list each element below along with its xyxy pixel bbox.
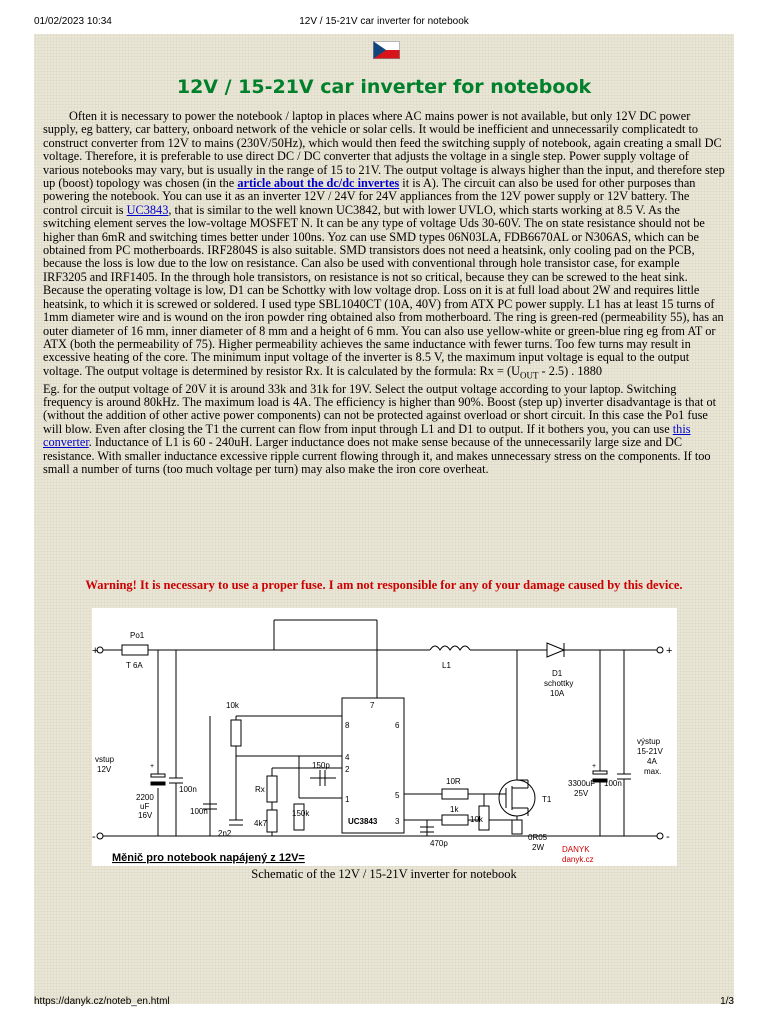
- ic-label: UC3843: [348, 817, 378, 826]
- paragraph-1-text-a: Often it is necessary to power the notebook / laptop in places where AC mains power is not available, but only 12V DC power supply, eg battery, car battery, onboard network of the vehicle or solar cells. It would be inefficient and unnecessarily complicatedt to construct converter from 12V to mains (230V/50Hz), which would then feed the switching supply of notebook, again creating a small DC voltage. Therefore, it is preferable to use direct DC / DC converter that adjusts the voltage in a single step. Power supply voltage of various notebooks may vary, but is usually in the range of 15 to 21V. The output voltage is always higher than the input, and therefore step up (boost) topology was chosen (in the: [43, 109, 725, 191]
- paragraph-2-text-b: . Inductance of L1 is 60 - 240uH. Larger inductance does not make sense because of the unnecessarily large size and DC resistance. With smaller inductance excessive ripple current flowing through it, and makes unnecessary stress on the components. If too small a number of turns (too much voltage per turn) may also make the iron core overheat.: [43, 435, 711, 477]
- timing-resistor-value: 10k: [226, 701, 239, 710]
- ic-pin-8: 8: [345, 721, 350, 730]
- print-page-number: 1/3: [720, 996, 734, 1007]
- inductor-label: L1: [442, 661, 451, 670]
- paragraph-1-text-c: , that is similar to the well known UC3842, but with lower UVLO, which starts working at 8.5 V. As the switching element serves the low-voltage MOSFET N. It can be any type of voltage Uds 30-60V. The on state resistance should not be higher than 6mR and switching times better under 100ns. Yoz can use SMD types 06N03LA, FDB6670AL or N306AS, which can be obtained from PC motherboards. IRF2804S is also suitable. SMD transistors does not need a heatsink, only cooling pad on the PCB, because the loss is low due to the low on resistance. Can also be used with conventional through hole transistor case, for example IRF3205 and IRF1405. In the through hole transistors, on resistance is not so critical, because they can be screwed to the heat sink. Because the operating voltage is low, D1 can be Schottky with low voltage drop. Loss on it is at full load about 2W and requires little heatsink, to which it is screwed or soldered. I used type SBL1040CT (10A, 40V) from ATX PC power supply. L1 has at least 15 turns of 1mm diameter wire and is wound on the iron powder ring obtained also from motherboard. The ring is green-red (permeability 55), has an outer diameter of 16 mm, inner diameter of 8 mm and a height of 6 mm. You can also use yellow-white or green-blue ring eg from AT or ATX (both the permeability of 75). Higher permeability achieves the same inductance with fewer turns. Too few turns may result in excessive heating of the core. The minimum input voltage of the inverter is 8.5 V, the maximum input voltage is equal to the output voltage. The output voltage is determined by resistor Rx. It is calculated by the formula:: [43, 202, 724, 378]
- output-cap-value: 3300uF: [568, 779, 596, 788]
- page-content: [34, 34, 734, 1004]
- ic-pin-7: 7: [370, 701, 375, 710]
- output-cap2-value: 100n: [604, 779, 622, 788]
- formula-part-a: Rx = (U: [479, 363, 520, 378]
- input-cap-polarity: +: [150, 763, 155, 770]
- output-plus-sign: +: [666, 645, 673, 657]
- divider-resistor-value: 4k7: [254, 819, 267, 828]
- output-max: max.: [644, 767, 662, 776]
- sense-filter-resistor-value: 1k: [450, 805, 459, 814]
- schematic-caption: Schematic of the 12V / 15-21V inverter for notebook: [251, 867, 517, 881]
- ic-pin-5: 5: [395, 791, 400, 800]
- paragraph-2-text-a: Eg. for the output voltage of 20V it is around 33k and 31k for 19V. Select the output voltage according to your laptop. Switching frequency is around 80kHz. The maximum load is 4A. The efficiency is higher than 90%. Boost (step up) inverter disadvantage is that ot (without the addition of other active power components) can not be protected against overload or short circuit. In this case the Po1 fuse will blow. Even after closing the T1 the current can flow from input through L1 and D1 to output. If it bothers you, you can use: [43, 381, 717, 436]
- schematic-brand-site: danyk.cz: [562, 855, 594, 864]
- sense-resistor-power: 2W: [532, 843, 544, 852]
- pulldown-resistor-value: 10k: [470, 815, 483, 824]
- input-voltage: 12V: [97, 765, 112, 774]
- output-minus-sign: -: [666, 831, 670, 843]
- ic-bypass-cap-value: 100n: [190, 807, 208, 816]
- paragraph-2: [43, 383, 726, 477]
- print-header: [34, 16, 734, 30]
- ic-pin-6: 6: [395, 721, 400, 730]
- schematic-title: Měnič pro notebook napájený z 12V=: [112, 852, 305, 864]
- input-plus-sign: +: [92, 645, 99, 657]
- czech-flag-icon[interactable]: [373, 41, 400, 59]
- gate-resistor-value: 10R: [446, 777, 461, 786]
- print-url: https://danyk.cz/noteb_en.html: [34, 996, 170, 1007]
- link-uc3843[interactable]: UC3843: [126, 202, 169, 217]
- formula-part-b: - 2.5) . 1880: [538, 363, 602, 378]
- page-title: 12V / 15-21V car inverter for notebook: [176, 76, 592, 98]
- ic-pin-3: 3: [395, 817, 400, 826]
- input-cap-voltage: 16V: [138, 811, 153, 820]
- input-cap2-value: 100n: [179, 785, 197, 794]
- output-cap-voltage: 25V: [574, 789, 589, 798]
- diode-current: 10A: [550, 689, 565, 698]
- sense-resistor-value: 0R05: [528, 833, 548, 842]
- comp-cap-value: 150p: [312, 761, 330, 770]
- schematic-diagram: [92, 608, 677, 866]
- fuse-label: Po1: [130, 631, 145, 640]
- input-cap-value: 2200: [136, 793, 154, 802]
- output-current: 4A: [647, 757, 657, 766]
- output-cap-polarity: +: [592, 763, 597, 770]
- timing-cap-value: 2n2: [218, 829, 232, 838]
- input-minus-sign: -: [92, 831, 96, 843]
- article-body: [43, 110, 726, 476]
- output-voltage: 15-21V: [637, 747, 663, 756]
- ic-pin-1: 1: [345, 795, 350, 804]
- fuse-warning: Warning! It is necessary to use a proper fuse. I am not responsible for any of your damage caused by this device.: [85, 578, 683, 592]
- diode-type: schottky: [544, 679, 574, 688]
- link-dcdc-article[interactable]: article about the dc/dc invertes: [237, 176, 400, 191]
- diode-label: D1: [552, 669, 563, 678]
- comp-resistor-value: 150k: [292, 809, 310, 818]
- input-cap-unit: uF: [140, 802, 150, 811]
- formula-subscript: OUT: [519, 370, 539, 381]
- schematic-brand: DANYK: [562, 845, 590, 854]
- transistor-label: T1: [542, 795, 552, 804]
- print-footer: [34, 996, 734, 1010]
- print-date: 01/02/2023 10:34: [34, 16, 112, 27]
- rx-label: Rx: [255, 785, 265, 794]
- output-label: výstup: [637, 737, 661, 746]
- ic-pin-2: 2: [345, 765, 350, 774]
- paragraph-1: [43, 110, 726, 383]
- sense-cap-value: 470p: [430, 839, 448, 848]
- ic-pin-4: 4: [345, 753, 350, 762]
- fuse-value: T 6A: [126, 661, 143, 670]
- print-title: 12V / 15-21V car inverter for notebook: [299, 16, 469, 27]
- input-label: vstup: [95, 755, 115, 764]
- paragraph-1-text-b: it is A). The circuit can also be used for other purposes than powering the notebook. You can use it as an inverter 12V / 24V for 24V appliances from the 12V power supply or 12V battery. The control circuit is: [43, 176, 696, 217]
- link-this-converter[interactable]: this converter: [43, 421, 691, 450]
